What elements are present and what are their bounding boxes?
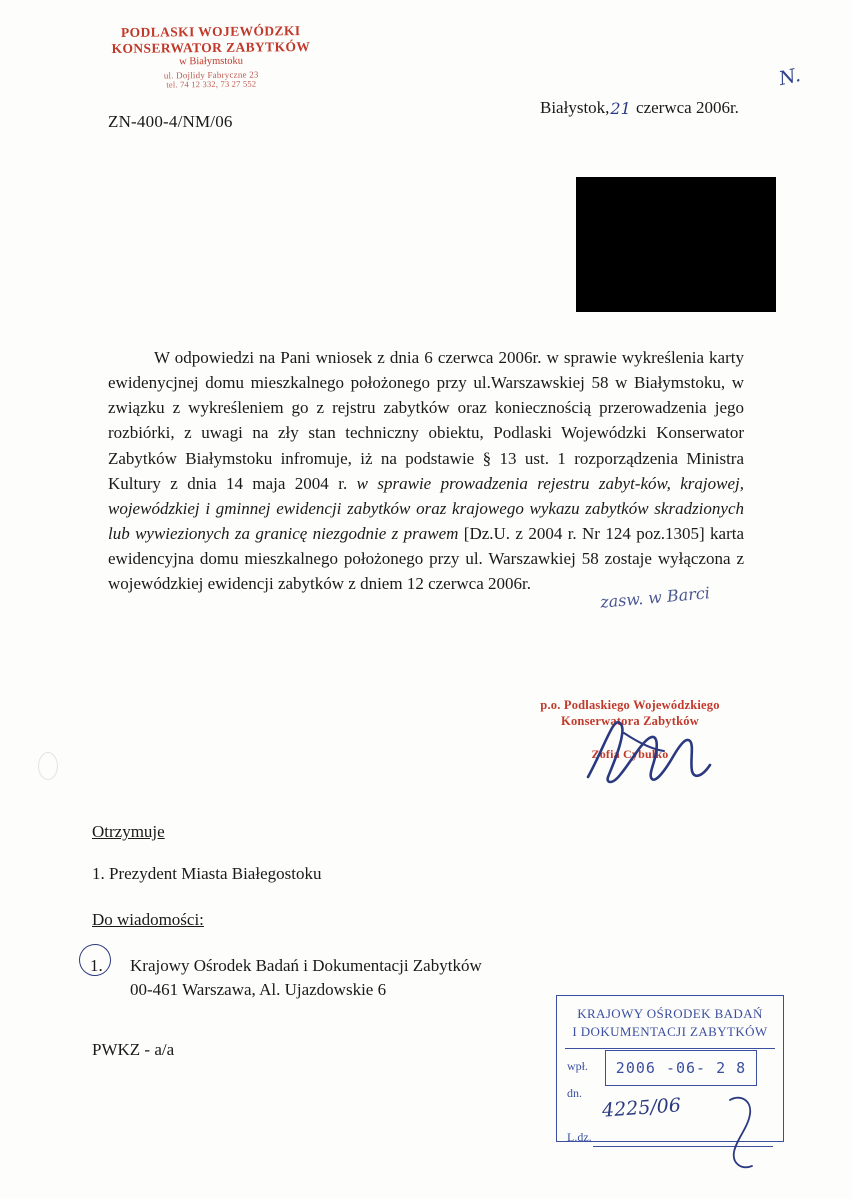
body-paragraph-main: W odpowiedzi na Pani wniosek z dnia 6 czerwca 2006r. w sprawie wykreślenia karty ewidenycjnej domu mieszkalnego położonego przy ul.Warszawskiej 58 w Białymstoku, w związku z wykreśleniem go z rejstru zabytków oraz koniecznością przerowadzenia jego rozbiórki, z uwagi na zły stan techniczny obiektu, Podlaski Wojewódzki Konserwator Zabytków Białymstoku infromuje, iż na podstawie § 13 ust. 1 rozporządzenia Ministra Kultury z dnia 14 maja 2004 r. [108,348,744,493]
receives-header: Otrzymuje [92,822,165,841]
received-stamp-date-row [567,1056,773,1076]
received-stamp-title-line-1: KRAJOWY OŚRODEK BADAŃ [577,1006,763,1021]
letter-body [108,345,744,597]
reference-number: ZN-400-4/NM/06 [108,112,233,131]
received-stamp-ldz-row [567,1129,773,1147]
cc-header: Do wiadomości: [92,910,204,929]
received-stamp-dn-label: dn. [567,1086,582,1101]
letterhead-line-1: PODLASKI WOJEWÓDZKI [120,23,301,40]
cc-item-number: 1. [90,956,103,975]
received-stamp-ldz-value-handwritten: 4225/06 [601,1094,682,1122]
hole-punch-mark [38,752,58,780]
body-paragraph-italic: w sprawie prowadzenia rejestru zabyt-ków, krajowej, wojewódzkiej i gminnej ewidencji zabytków oraz krajowego wykazu zabytków skradzionych lub wywiezionych za granicę niezgodnie z prawem [108,473,744,544]
footer-recipients [92,822,652,1002]
cc-item-line-2: 00-461 Warszawa, Al. Ujazdowskie 6 [130,979,387,999]
file-copy-note: PWKZ - a/a [92,1040,175,1059]
received-stamp-ldz-rule [593,1146,773,1147]
letterhead-address: ul. Dojlidy Fabryczne 23 [163,69,259,81]
dateline-rest: czerwca 2006r. [636,98,739,117]
dateline [540,98,739,118]
handwritten-initial: N. [776,64,803,90]
letterhead-phone: tel. 74 12 332, 73 27 552 [166,78,257,90]
received-stamp-ldz-label: L.dz. [567,1130,592,1145]
body-paragraph-end: [Dz.U. z 2004 r. Nr 124 poz.1305] karta ewidencyjna domu mieszkalnego położonego przy ul. Warszawkiej 58 zostaje wyłączona z wojewódzkiej ewidencji zabytków z dniem 12 czerwca 2006r. [108,524,744,594]
signature-title-line-1: p.o. Podlaskiego Wojewódzkiego [540,698,720,712]
received-stamp-divider [565,1048,775,1049]
cc-item-line-1: Krajowy Ośrodek Badań i Dokumentacji Zabytków [130,956,482,975]
receives-item-1: 1. Prezydent Miasta Białegostoku [92,864,322,883]
signature-title-line-2: Konserwatora Zabytków [561,713,699,728]
letterhead-line-2: KONSERWATOR ZABYTKÓW [111,39,311,57]
dateline-day-handwritten: 21 [610,99,631,118]
redacted-addressee-block [576,177,776,312]
received-stamp-title-line-2: I DOKUMENTACJI ZABYTKÓW [572,1023,768,1039]
signature-block [505,698,755,762]
letterhead-line-3: w Białymstoku [179,55,244,68]
letterhead-stamp [96,23,327,91]
received-stamp [556,995,784,1145]
received-stamp-date: 2006 -06- 2 8 [605,1050,757,1086]
handwritten-body-note: zasw. w Barci [599,583,711,612]
received-stamp-title [557,1005,783,1040]
received-stamp-wpl-label: wpł. [567,1059,588,1074]
dateline-city: Białystok, [540,98,610,117]
signature-name: Zofia Cybulko [591,747,669,762]
